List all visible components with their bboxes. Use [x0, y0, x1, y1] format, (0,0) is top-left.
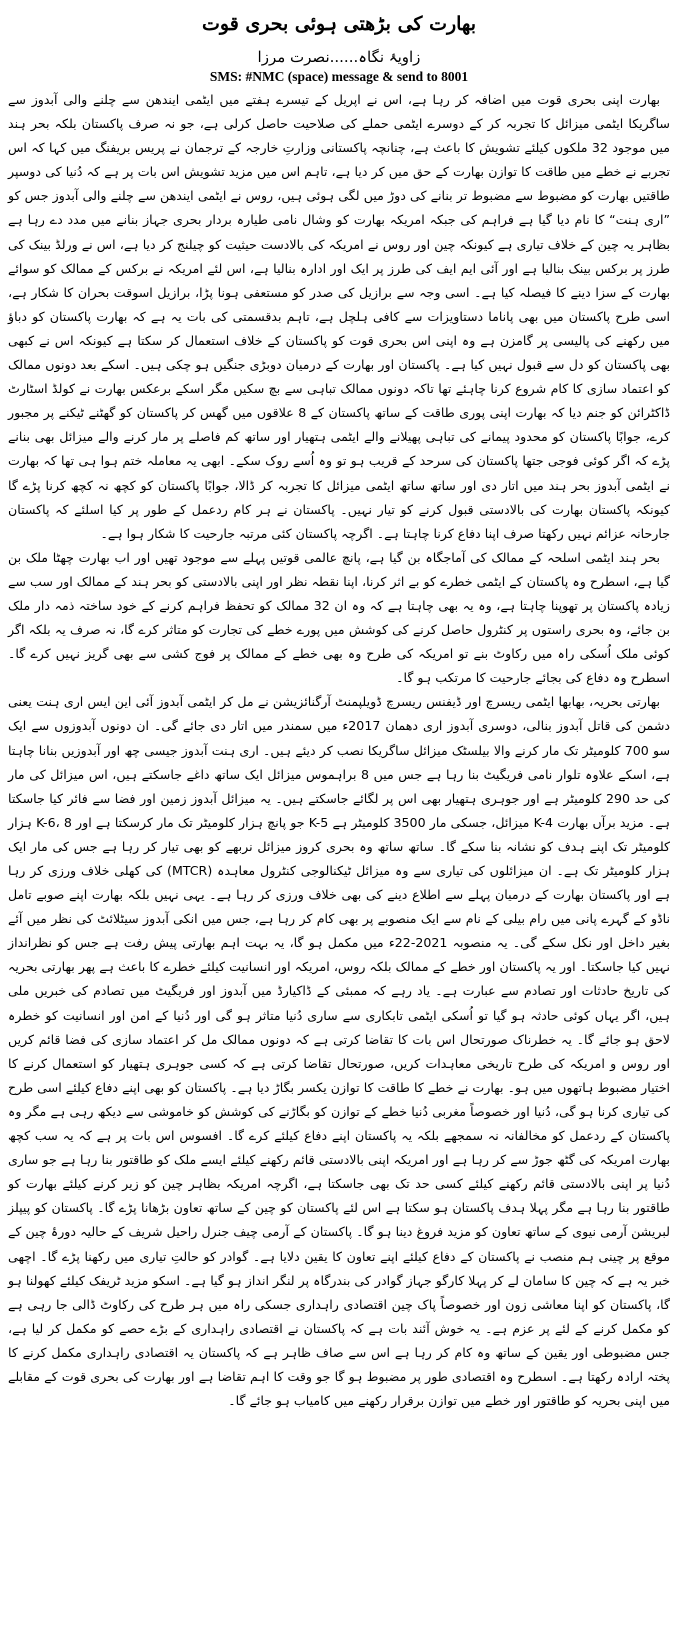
article-body — [8, 88, 670, 1413]
sms-line: SMS: #NMC (space) message & send to 8001 — [209, 69, 469, 84]
article-byline: زاویۂ نگاہ......نصرت مرزا — [257, 48, 421, 66]
article-paragraph: بھارتی بحریہ، بھابھا ایٹمی ریسرچ اور ڈیفنس ریسرچ ڈویلپمنٹ آرگنائزیشن نے مل کر ایٹمی آبدوز آئی این ایس اری ہنت یعنی دشمن کی قاتل آبدوز بنالی، دوسری آبدوز اری دھمان 2017ء میں سمندر میں اتار دی جائے گی۔ ان دونوں آبدوزوں سے ایک سو 700 کلومیٹر تک مار کرنے والا بیلسٹک میزائل ساگریکا نصب کر دیئے ہیں۔ اری ہنت آبدوز جیسی چھ اور آبدوزیں بنانا چاہتا ہے، اسکے علاوہ تلوار نامی فریگیٹ بنا رہا ہے جس میں 8 براہموس میزائل ایک ساتھ داغے جاسکتے ہیں، اس میزائل کی مار کی حد 290 کلومیٹر ہے اور جوہری ہتھیار بھی اس پر لگائے جاسکتے ہیں۔ یہ میزائل آبدوز زمین اور فضا سے فائر کیا جاسکتا ہے۔ مزید برآں بھارت K-4 میزائل، جسکی مار 3500 کلومیٹر ہے K-5 جو پانچ ہزار کلومیٹر تک مار کرسکتا ہے اور K-6، 8 ہزار کلومیٹر تک اپنے ہدف کو نشانہ بنا سکے گا۔ ساتھ ساتھ وہ بحری کروز میزائل نربھے کو بھی تیار کر رہا ہے جس کی مار ایک ہزار کلومیٹر تک ہے۔ ان میزائلوں کی تیاری سے وہ میزائل ٹیکنالوجی کنٹرول معاہدہ (MTCR) کی کھلی خلاف ورزی کر رہا ہے اور پاکستان بھارت کے درمیان پہلے سے اطلاع دینے کی بھی خلاف ورزی کر رہا ہے۔ یہی نہیں بلکہ بھارت اپنے صوبے تامل ناڈو کے گہرے پانی میں رام بیلی کے نام سے ایک منصوبے پر بھی کام کر رہا ہے، جس میں انکی آبدوز سیٹلائٹ کی نظر میں آئے بغیر داخل اور نکل سکے گی۔ یہ منصوبہ 2021-22ء میں مکمل ہو گا، یہ بہت اہم بھارتی پیش رفت ہے جس کو نظرانداز نہیں کیا جاسکتا۔ اور یہ پاکستان اور خطے کے ممالک بلکہ روس، امریکہ اور انسانیت کیلئے خطرے کا باعث ہے پھر بھارتی بحریہ کی تاریخ حادثات اور تصادم سے عبارت ہے۔ یاد رہے کہ ممبئی کے ڈاکیارڈ میں آبدوز اور فریگیٹ میں تصادم کی خبریں ملی ہیں، اگر یہاں کوئی حادثہ ہو گیا تو اُسکی ایٹمی تابکاری سے ساری دُنیا متاثر ہو گی اور دُنیا کے امن اور انسانیت کو خطرہ لاحق ہو جائے گا۔ یہ خطرناک صورتحال اس بات کا تقاضا کرتی ہے کہ دونوں ممالک مل کر اعتماد سازی کی فضا قائم کریں اور روس و امریکہ کی طرح تاریخی معاہدات کریں، صورتحال تقاضا کرتی ہے کہ کسی جوہری ہتھیار کو استعمال کرنے کا اختیار مضبوط ہاتھوں میں ہو۔ بھارت نے خطے کا طاقت کا توازن یکسر بگاڑ دیا ہے۔ پاکستان کو بھی اپنے دفاع کیلئے اسی طرح کی تیاری کرنا ہو گی، دُنیا اور خصوصاً مغربی دُنیا خطے کے توازن کو بگاڑنے کی کوشش کو خاموشی سے دیکھ رہی ہے مگر وہ پاکستان کے ردعمل کو مخالفانہ نہ سمجھے بلکہ یہ پاکستان اپنے دفاع کیلئے کرے گا۔ افسوس اس بات پر ہے کہ یہ سب کچھ بھارت امریکہ کی گٹھ جوڑ سے کر رہا ہے اور امریکہ اپنی بالادستی قائم رکھنے کیلئے ایسے ملک کو طاقتور بنا رہا ہے جو ساری دُنیا پر اپنی بالادستی قائم رکھنے کیلئے کسی حد تک بھی جاسکتا ہے، اگرچہ امریکہ بظاہر چین کو زیر کرنے کیلئے بھارت کو طاقتور بنا رہا ہے مگر پہلا ہدف پاکستان ہو سکتا ہے اس لئے پاکستان کو چین کے ساتھ تعاون بڑھانا پڑے گا۔ پاکستان کو پیپلز لبریشن آرمی نیوی کے ساتھ تعاون کو مزید فروغ دینا ہو گا۔ پاکستان کے آرمی چیف جنرل راحیل شریف کے حالیہ دورۂ چین کے موقع پر چینی ہم منصب نے پاکستان کے دفاع کیلئے اپنے تعاون کا یقین دلایا ہے۔ گوادر کو حالتِ تیاری میں رکھنا پڑے گا۔ اچھی خبر یہ ہے کہ چین کا سامان لے کر پہلا کارگو جہاز گوادر کی بندرگاہ پر لنگر انداز ہو گیا ہے۔ اسکو مزید ٹریفک کیلئے کھولنا ہو گا، پاکستان کو اپنا معاشی زون اور خصوصاً پاک چین اقتصادی راہداری جسکی راہ میں ہر طرح کی رکاوٹ ڈالی جا رہی ہے کو مکمل کرنے کے لئے پر عزم ہے۔ یہ خوش آئند بات ہے کہ پاکستان نے اقتصادی راہداری کے بڑے حصے کو مکمل کر لیا ہے، جس مضبوطی اور یقین کے ساتھ وہ کام کر رہا ہے اس سے صاف ظاہر ہے کہ پاکستان یہ اقتصادی راہداری مکمل کرنے کا پختہ ارادہ رکھتا ہے۔ اسطرح وہ اقتصادی طور پر مضبوط ہو گا جو وقت کا اہم تقاضا ہے اور بھارت کی بحری قوت کے مقابلے میں اپنی بحریہ کو طاقتور اور خطے میں توازن برقرار رکھنے میں کامیاب ہو جائے گا۔ — [8, 694, 671, 1409]
article-headline: بھارت کی بڑھتی ہوئی بحری قوت — [202, 13, 476, 35]
article-paragraph: بھارت اپنی بحری قوت میں اضافہ کر رہا ہے، اس نے اپریل کے تیسرے ہفتے میں ایٹمی ایندھن سے چلنے والی آبدوز سے ساگریکا ایٹمی میزائل کا تجربہ کر کے دوسرے ایٹمی حملے کی صلاحیت حاصل کرلی ہے، جو نہ صرف پاکستان بلکہ بحر ہند میں موجود 32 ملکوں کیلئے تشویش کا باعث ہے، چنانچہ پاکستانی وزارتِ خارجہ کے ترجمان نے پریس بریفنگ میں کہا کہ اس تجربے نے خطے میں طاقت کا توازن بھارت کے حق میں کر دیا ہے، تاہم اس میں مزید تشویش اس بات پر ہے کہ دُنیا کی دوسپر طاقتیں بھارت کو مضبوط سے مضبوط تر بنانے کی دوڑ میں لگی ہوئی ہیں، روس نے ایٹمی ایندھن سے چلنے والی آبدوز جس کو ”اری ہنت“ کا نام دیا گیا ہے فراہم کی جبکہ امریکہ بھارت کو وشال نامی طیارہ بردار بحری جہاز بنانے میں مدد دے رہا ہے بظاہر یہ چین کے خلاف تیاری ہے کیونکہ چین اور روس نے امریکہ کی بالادست حیثیت کو چیلنج کر دیا ہے، اس نے ورلڈ بینک کی طرز پر برکس بینک بنالیا ہے اور آئی ایم ایف کی طرز پر ایک اور ادارہ بنالیا ہے، اس لئے امریکہ نے برکس کے ممالک کو سوائے بھارت کے سزا دینے کا فیصلہ کیا ہے۔ اسی وجہ سے برازیل کی صدر کو مستعفی ہونا پڑا، برازیل اسوقت بحران کا شکار ہے، اسی طرح پاکستان میں بھی پاناما دستاویزات سے کافی ہلچل ہے، تاہم بدقسمتی کی بات یہ ہے کہ بھارت پاکستان کو دباؤ میں رکھنے کی پالیسی پر گامزن ہے وہ اپنی اس بحری قوت کو پاکستان کے خلاف استعمال کر سکتا ہے کیونکہ اس نے کبھی بھی پاکستان کو دل سے قبول نہیں کیا ہے۔ پاکستان اور بھارت کے درمیان دوبڑی جنگیں ہو چکی ہیں۔ اسکے بعد دونوں ممالک کو اعتماد سازی کا کام شروع کرنا چاہئے تھا تاکہ دونوں ممالک تباہی سے بچ سکیں مگر اسکے برعکس بھارت نے کولڈ اسٹارٹ ڈاکٹرائن کو جنم دیا کہ بھارت اپنی پوری طاقت کے ساتھ پاکستان کے 8 علاقوں میں گھس کر پاکستان کو گھٹنے ٹیکنے پر مجبور کرے، جوابًا پاکستان کو محدود پیمانے کی تباہی پھیلانے والے ایٹمی ہتھیار اور ساتھ کم فاصلے پر مار کرنے والے میزائل بھی بنانے پڑے کہ اگر کوئی فوجی جتھا پاکستان کی سرحد کے قریب ہو تو وہ اُسے روک سکے۔ ابھی یہ معاملہ ختم ہوا ہی تھا کہ بھارت نے ایٹمی آبدوز بحر ہند میں اتار دی اور ساتھ ساتھ ایٹمی میزائل کا تجربہ کر ڈالا، جوابًا پاکستان کو کچھ نہ کچھ کرنا پڑے گا کیونکہ پاکستان بھارت کی بالادستی قبول کرنے کو تیار نہیں۔ پاکستان نے ہر کام ردعمل کے طور پر کیا اسلئے کہ پاکستان جارحانہ عزائم نہیں رکھتا صرف اپنا دفاع کرنا چاہتا ہے۔ اگرچہ پاکستان کئی مرتبہ جارحیت کا شکار ہوا ہے۔ — [8, 92, 670, 541]
article-paragraph: بحر ہند ایٹمی اسلحہ کے ممالک کی آماجگاہ بن گیا ہے، پانچ عالمی قوتیں پہلے سے موجود تھیں اور اب بھارت چھٹا ملک بن گیا ہے، اسطرح وہ پاکستان کے ایٹمی خطرے کو بے اثر کرنا، اپنا نقطہ نظر اور اپنی بالادستی کو بحر ہند کے ممالک اور سب سے زیادہ پاکستان پر تھوپنا چاہتا ہے، وہ یہ بھی چاہتا ہے کہ وہ ان 32 ممالک کو تحفظ فراہم کرنے کے خود ساختہ ذمہ دار ملک بن جائے، وہ بحری راستوں پر کنٹرول حاصل کرنے کی کوشش میں پورے خطے کی تجارت کو متاثر کرے گا، نہ صرف یہ بلکہ اگر کوئی ملک اُسکی راہ میں رکاوٹ بنے تو امریکہ کی طرح وہ بھی خطے کے ممالک پر فوج کشی سے بھی گریز نہیں کرے گا۔ اسطرح وہ دفاع کی بجائے جارحیت کا مرتکب ہو گا۔ — [8, 549, 670, 686]
